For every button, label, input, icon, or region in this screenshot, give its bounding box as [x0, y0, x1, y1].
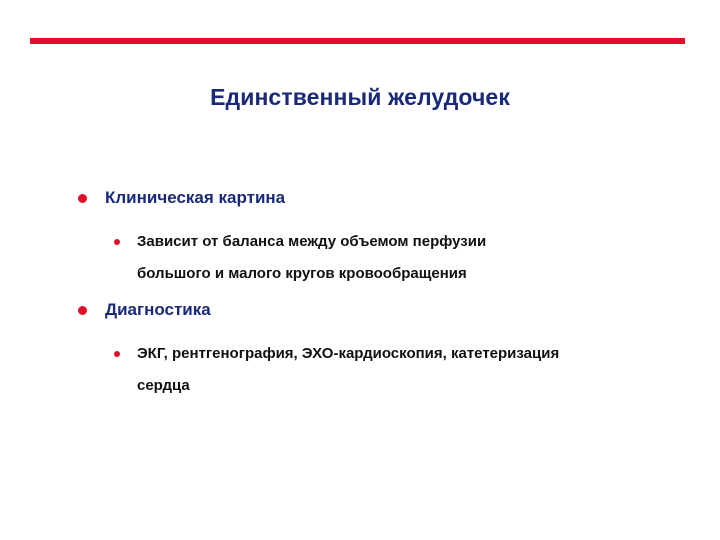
sub-bullet-line: ЭКГ, рентгенография, ЭХО-кардиоскопия, катетеризация: [137, 345, 560, 362]
bullet-clinical-picture: [105, 188, 285, 208]
slide-title: Единственный желудочек: [210, 84, 510, 110]
bullet-heading: Диагностика: [105, 300, 211, 319]
sub-bullet-dot-icon: [114, 351, 120, 357]
sub-bullet-line: Зависит от баланса между объемом перфузии: [137, 233, 487, 250]
bullet-heading: Клиническая картина: [105, 188, 286, 207]
bullet-dot-icon: [78, 306, 87, 315]
sub-bullet-line: сердца: [137, 377, 190, 394]
sub-bullet-methods: [137, 338, 559, 402]
sub-bullet-perfusion: [137, 226, 486, 290]
top-red-rule: [30, 38, 685, 44]
bullet-dot-icon: [78, 194, 87, 203]
sub-bullet-dot-icon: [114, 239, 120, 245]
sub-bullet-line: большого и малого кругов кровообращения: [137, 265, 467, 282]
bullet-diagnostics: [105, 300, 211, 320]
